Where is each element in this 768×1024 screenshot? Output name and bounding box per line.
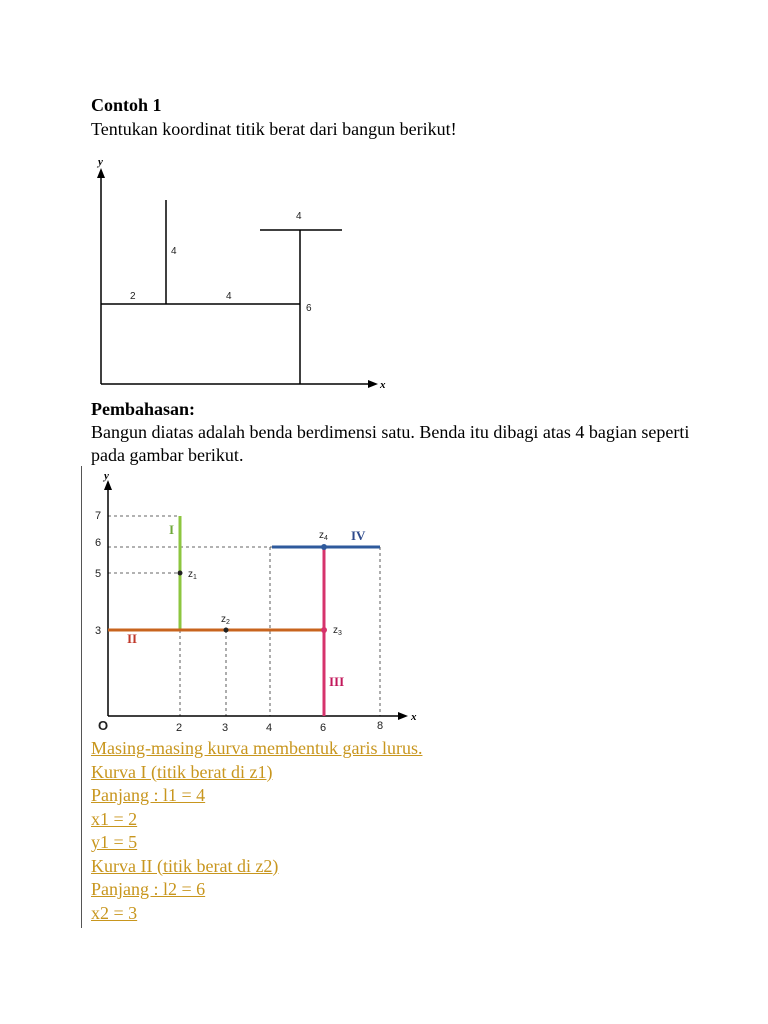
fig1-label-2: 2: [130, 291, 136, 302]
figure-segments: [0, 465, 768, 735]
fig2-x-arrow: [398, 712, 408, 720]
x-tick-8: 8: [377, 720, 384, 732]
solution-line[interactable]: Masing-masing kurva membentuk garis lurus.: [91, 738, 423, 758]
figure-shape: [0, 0, 768, 400]
x-tick-4: 4: [266, 722, 273, 734]
solution-line[interactable]: y1 = 5: [91, 832, 138, 852]
fig1-x-arrow: [368, 380, 378, 388]
y-tick-5: 5: [95, 568, 102, 580]
solution-line[interactable]: Kurva II (titik berat di z2): [91, 855, 279, 876]
pembahasan-text: Bangun diatas adalah benda berdimensi satu. Benda itu dibagi atas 4 bagian seperti pada gambar berikut.: [91, 422, 690, 465]
fig2-x-label: x: [411, 711, 417, 723]
label-II: II: [127, 631, 138, 646]
fig1-y-arrow: [97, 168, 105, 178]
fig2-y-label: y: [104, 470, 109, 482]
fig2-origin: O: [98, 718, 109, 733]
y-tick-3: 3: [95, 625, 102, 637]
fig1-label-4-bar: 4: [226, 291, 232, 302]
x-tick-2: 2: [176, 722, 183, 734]
solution-line[interactable]: Kurva I (titik berat di z1): [91, 761, 273, 782]
solution-line[interactable]: Panjang : l1 = 4: [91, 785, 206, 805]
label-z2: $z_2$: [221, 614, 230, 626]
solution-block: [91, 737, 422, 925]
pembahasan-heading: Pembahasan:: [91, 399, 196, 419]
x-tick-3: 3: [222, 722, 229, 734]
label-z4: $z_4$: [319, 530, 328, 542]
fig1-label-4-top: 4: [296, 211, 302, 222]
point-z1: [178, 571, 183, 576]
label-I: I: [169, 522, 175, 537]
fig1-y-label: y: [98, 156, 103, 168]
label-z3: $z_3$: [333, 625, 342, 637]
y-tick-7: 7: [95, 510, 102, 522]
x-tick-6: 6: [320, 722, 327, 734]
fig1-x-label: x: [380, 379, 386, 391]
question-text: Tentukan koordinat titik berat dari bangun berikut!: [91, 119, 457, 139]
example-heading: Contoh 1: [91, 95, 162, 115]
point-z4: [321, 544, 327, 550]
label-z1: $z_1$: [188, 569, 197, 581]
solution-line[interactable]: x1 = 2: [91, 808, 138, 829]
point-z3: [321, 627, 327, 633]
solution-line[interactable]: x2 = 3: [91, 902, 138, 923]
label-III: III: [329, 674, 345, 689]
y-tick-6: 6: [95, 537, 102, 549]
label-IV: IV: [351, 528, 366, 543]
fig1-label-6: 6: [306, 303, 312, 314]
solution-line[interactable]: Panjang : l2 = 6: [91, 879, 206, 899]
point-z2: [224, 628, 229, 633]
fig1-label-4-post: 4: [171, 246, 177, 257]
